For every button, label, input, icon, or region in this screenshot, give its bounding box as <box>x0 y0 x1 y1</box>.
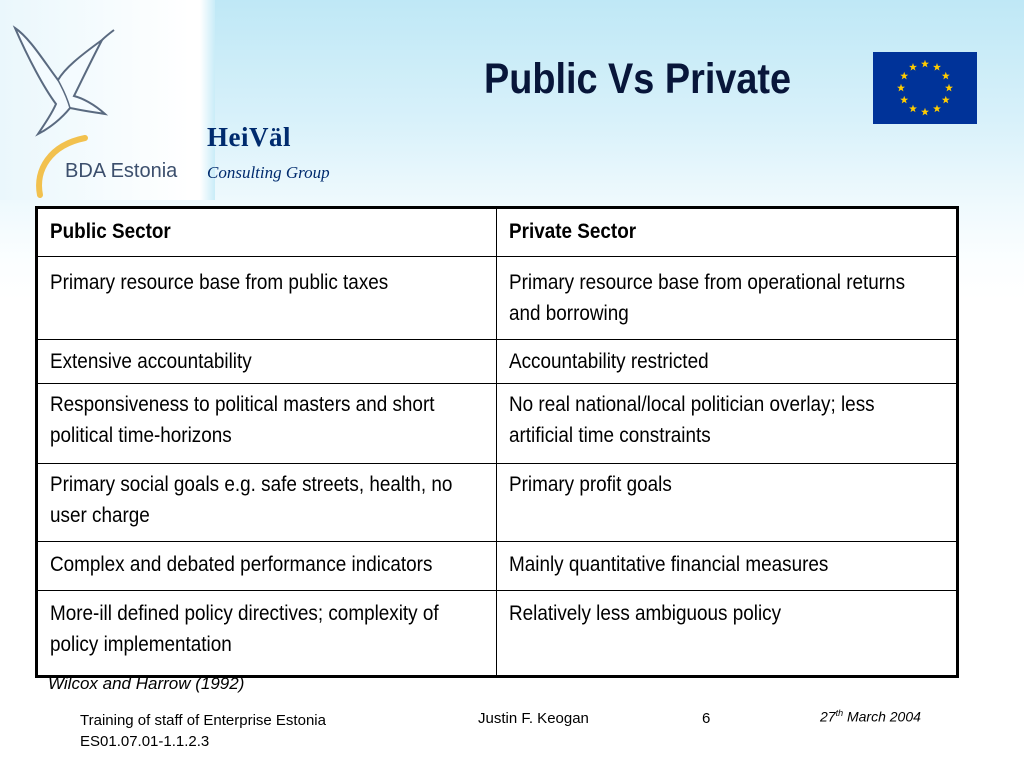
table-cell: No real national/local politician overlay; less artificial time constraints <box>496 384 957 464</box>
column-header-private: Private Sector <box>496 208 957 257</box>
brand-subtitle: Consulting Group <box>207 163 330 182</box>
table-cell: Accountability restricted <box>496 340 957 384</box>
brand-name: HeiVäl <box>207 122 291 152</box>
table-cell: Primary social goals e.g. safe streets, health, no user charge <box>37 464 497 542</box>
table-cell: More-ill defined policy directives; complexity of policy implementation <box>37 591 497 677</box>
column-header-public: Public Sector <box>37 208 497 257</box>
table-cell: Extensive accountability <box>37 340 497 384</box>
table-row <box>37 384 958 464</box>
table-row <box>37 542 958 591</box>
footer-line-1: Training of staff of Enterprise Estonia <box>80 712 326 729</box>
eu-flag-icon <box>873 52 977 124</box>
table-cell: Primary resource base from operational returns and borrowing <box>496 257 957 340</box>
bird-logo-icon <box>10 18 120 138</box>
footer-date: 27th March 2004 <box>820 708 921 725</box>
table-row <box>37 464 958 542</box>
table-cell: Relatively less ambiguous policy <box>496 591 957 677</box>
footer-page-number: 6 <box>702 710 711 727</box>
table-header-row <box>37 208 958 257</box>
table-cell: Mainly quantitative financial measures <box>496 542 957 591</box>
table-row <box>37 340 958 384</box>
table-cell: Responsiveness to political masters and short political time-horizons <box>37 384 497 464</box>
table-cell: Primary resource base from public taxes <box>37 257 497 340</box>
footer-course-info <box>80 710 326 752</box>
table-cell: Primary profit goals <box>496 464 957 542</box>
logo-text: BDA Estonia <box>65 160 178 182</box>
footer-line-2: ES01.07.01-1.1.2.3 <box>80 733 210 750</box>
slide-title: Public Vs Private <box>484 55 792 103</box>
table-row <box>37 591 958 677</box>
source-citation: Wilcox and Harrow (1992) <box>48 674 245 693</box>
footer-author: Justin F. Keogan <box>478 710 589 727</box>
table-row <box>37 257 958 340</box>
table-cell: Complex and debated performance indicators <box>37 542 497 591</box>
comparison-table <box>35 206 959 678</box>
